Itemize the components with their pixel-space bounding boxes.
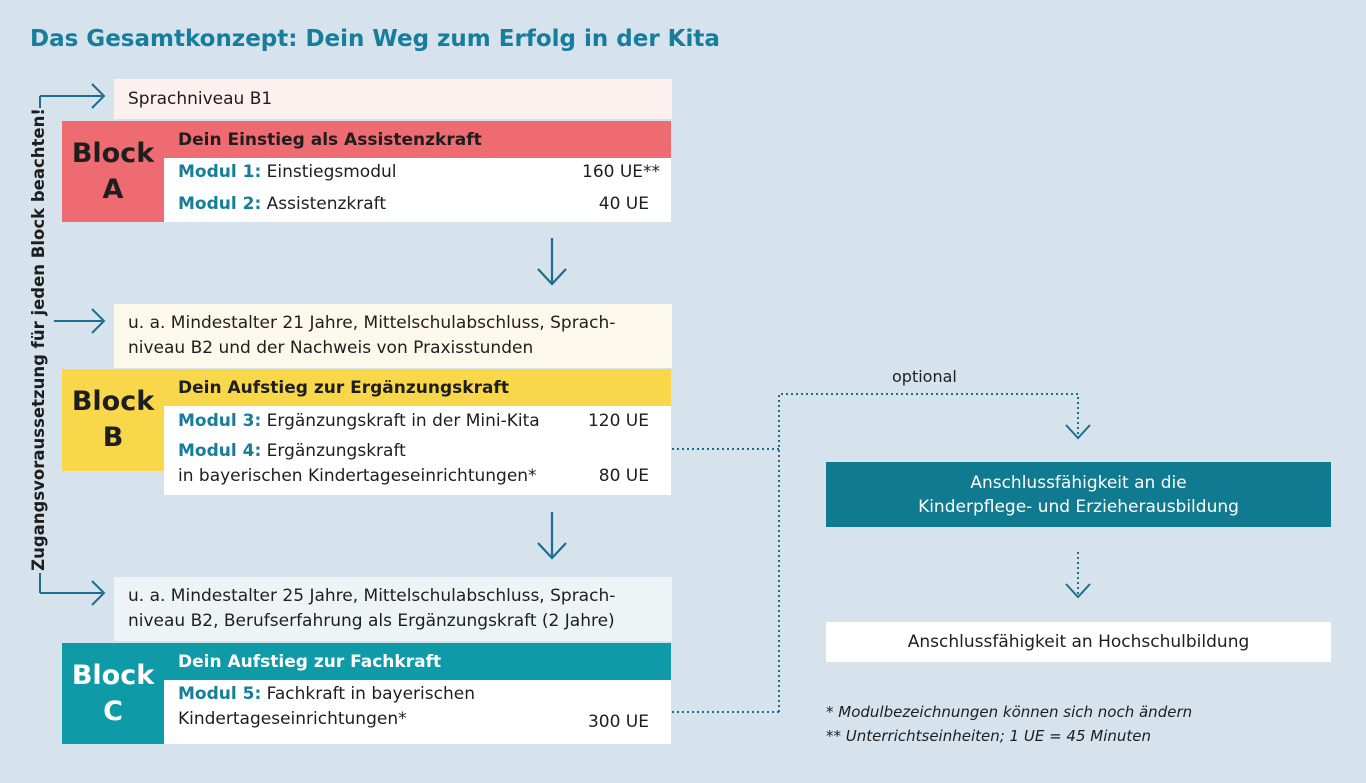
anschluss-ausbildung-box: Anschlussfähigkeit an die Kinderpflege- und Erzieherausbildung bbox=[826, 462, 1331, 527]
module-row: Modul 2: Assistenzkraft bbox=[178, 194, 387, 214]
block-b-label: Block B bbox=[62, 369, 164, 471]
block-c-label: Block C bbox=[62, 643, 164, 744]
module-row-continued: in bayerischen Kindertageseinrichtungen* bbox=[178, 466, 537, 486]
arrow-down-icon bbox=[538, 238, 566, 284]
optional-label: optional bbox=[892, 367, 957, 386]
arrow-down-icon bbox=[538, 512, 566, 558]
page-title: Das Gesamtkonzept: Dein Weg zum Erfolg in der Kita bbox=[30, 26, 720, 52]
block-c-header: Dein Aufstieg zur Fachkraft bbox=[164, 643, 671, 680]
block-b-requirement: u. a. Mindestalter 21 Jahre, Mittelschulabschluss, Sprach- niveau B2 und der Nachweis von Praxisstunden bbox=[114, 304, 672, 368]
module-ue: 160 UE** bbox=[582, 162, 661, 182]
module-ue: 80 UE bbox=[598, 466, 649, 486]
module-row: Modul 1: Einstiegsmodul bbox=[178, 162, 397, 182]
arrow-right-icon bbox=[40, 581, 104, 605]
block-c-requirement: u. a. Mindestalter 25 Jahre, Mittelschulabschluss, Sprach- niveau B2, Berufserfahrung als Ergänzungskraft (2 Jahre) bbox=[114, 577, 672, 641]
module-row: Modul 3: Ergänzungskraft in der Mini-Kita bbox=[178, 411, 540, 431]
footnote: * Modulbezeichnungen können sich noch ändern bbox=[826, 703, 1193, 721]
footnote: ** Unterrichtseinheiten; 1 UE = 45 Minuten bbox=[826, 727, 1152, 745]
block-b-header: Dein Aufstieg zur Ergänzungskraft bbox=[164, 369, 671, 406]
block-a-requirement: Sprachniveau B1 bbox=[114, 79, 672, 119]
vertical-label: Zugangsvoraussetzung für jeden Block beachten! bbox=[28, 107, 48, 571]
optional-dotted-connector bbox=[672, 394, 1078, 712]
block-a-modules bbox=[164, 158, 671, 222]
arrow-down-small-icon bbox=[1066, 584, 1090, 597]
block-b-modules bbox=[164, 406, 671, 495]
anschluss-hochschule-box: Anschlussfähigkeit an Hochschulbildung bbox=[826, 622, 1331, 662]
block-a-label: Block A bbox=[62, 121, 164, 222]
module-row: Modul 5: Fachkraft in bayerischen bbox=[178, 684, 475, 704]
arrow-down-small-icon bbox=[1066, 425, 1090, 438]
module-ue: 120 UE bbox=[587, 411, 649, 431]
module-ue: 300 UE bbox=[587, 712, 649, 732]
arrow-right-icon bbox=[54, 309, 104, 333]
block-c-modules bbox=[164, 680, 671, 744]
module-ue: 40 UE bbox=[598, 194, 649, 214]
block-a-header: Dein Einstieg als Assistenzkraft bbox=[164, 121, 671, 158]
module-row: Modul 4: Ergänzungskraft bbox=[178, 441, 406, 461]
module-row-continued: Kindertageseinrichtungen* bbox=[178, 709, 407, 729]
